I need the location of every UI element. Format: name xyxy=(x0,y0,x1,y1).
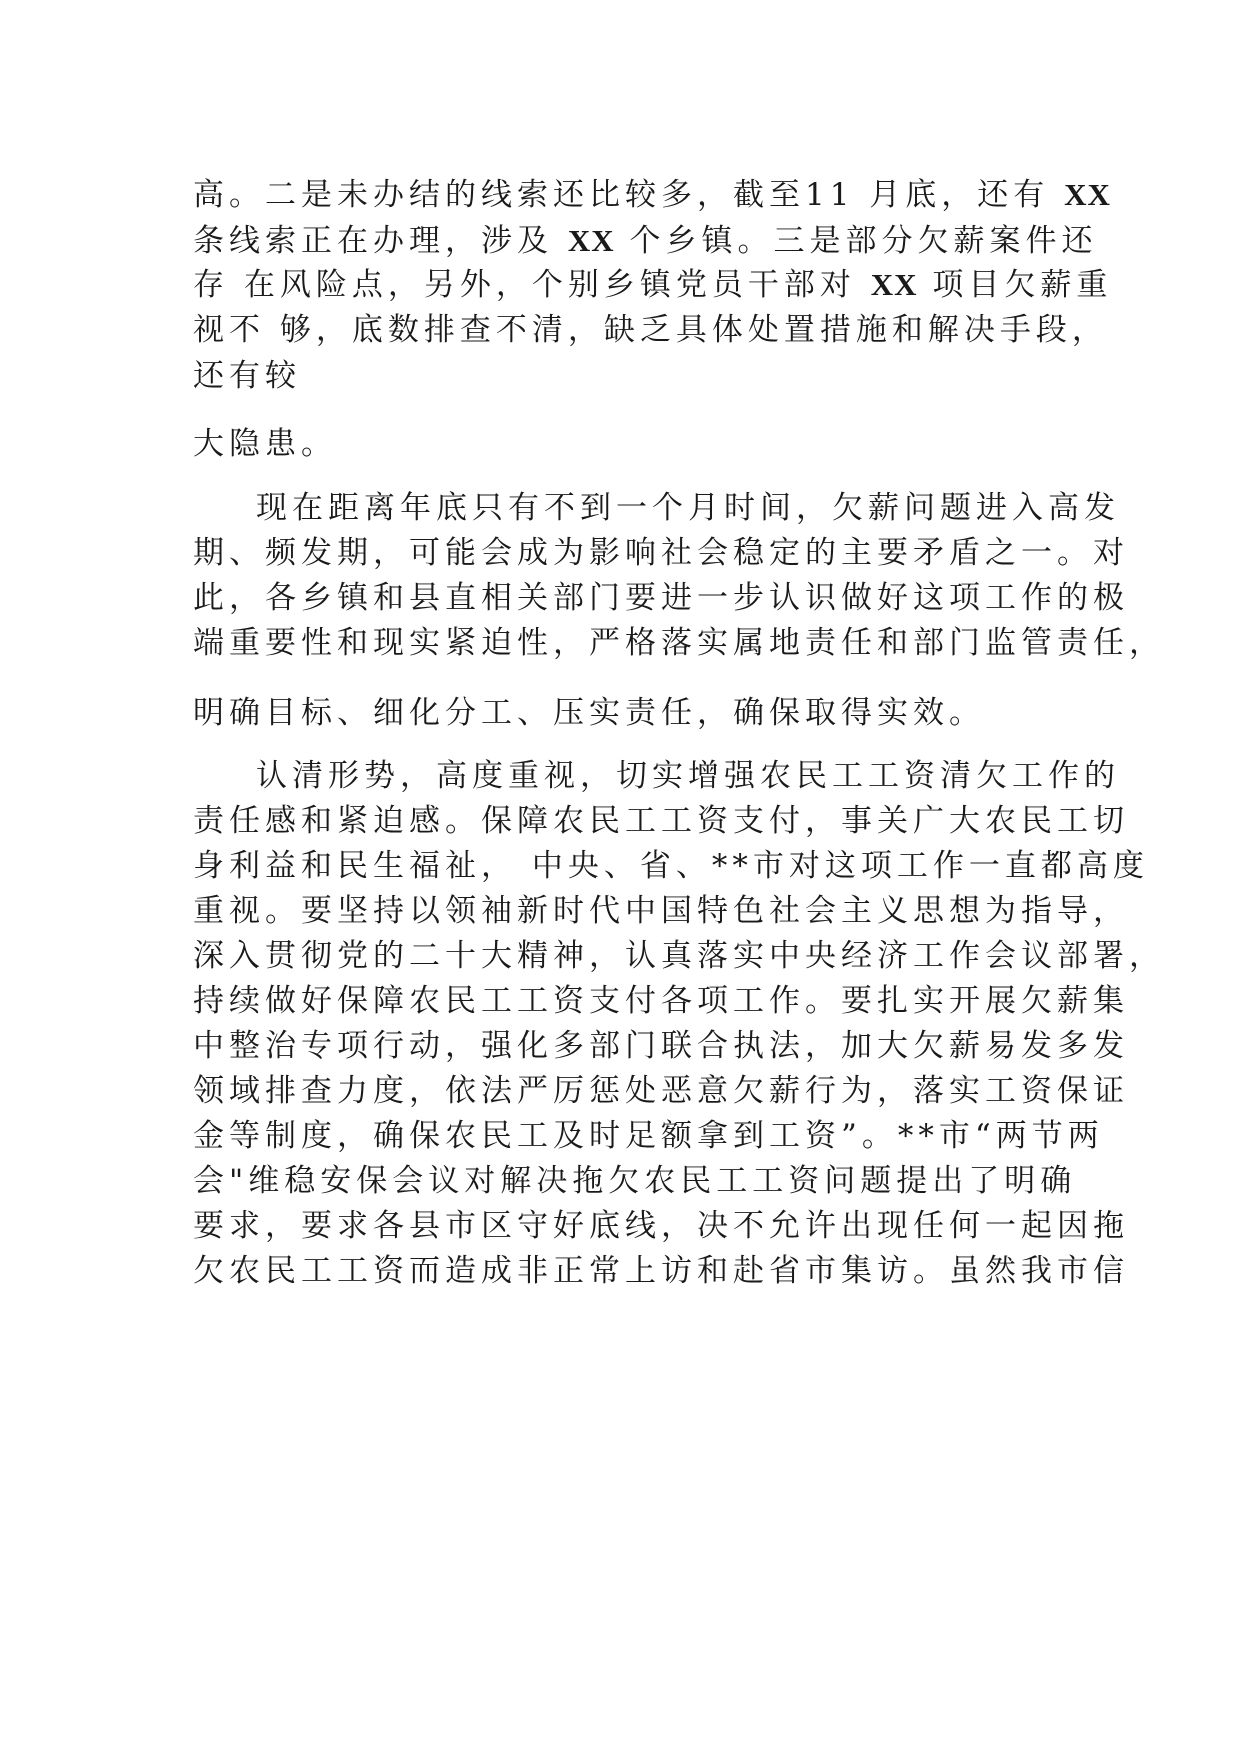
emphasis-text: XX xyxy=(1064,177,1111,212)
text-line: 还有较 xyxy=(193,358,301,394)
paragraph-first-line: 现在距离年底只有不到一个月时间，欠薪问题进入高发 xyxy=(256,490,1120,526)
text-line: 重视。要坚持以领袖新时代中国特色社会主义思想为指导， xyxy=(193,893,1129,929)
text-line: 要求，要求各县市区守好底线，决不允许出现任何一起因拖 xyxy=(193,1208,1129,1244)
text-line: 存 在风险点，另外，个别乡镇党员干部对 XX 项目欠薪重 xyxy=(193,267,1113,303)
text-line: 深入贯彻党的二十大精神，认真落实中央经济工作会议部署， xyxy=(193,938,1165,974)
text-line: 高。二是未办结的线索还比较多，截至11 月底，还有 XX xyxy=(193,177,1111,213)
text-line: 端重要性和现实紧迫性，严格落实属地责任和部门监管责任， xyxy=(193,625,1165,661)
paragraph-first-line: 认清形势，高度重视，切实增强农民工工资清欠工作的 xyxy=(256,758,1120,794)
text-line: 持续做好保障农民工工资支付各项工作。要扎实开展欠薪集 xyxy=(193,983,1129,1019)
emphasis-text: XX xyxy=(567,223,615,258)
text-line: 大隐患。 xyxy=(193,426,337,462)
text-line: 视不 够，底数排查不清，缺乏具体处置措施和解决手段， xyxy=(193,312,1108,348)
text-line: 中整治专项行动，强化多部门联合执法，加大欠薪易发多发 xyxy=(193,1028,1129,1064)
text-line: 期、频发期，可能会成为影响社会稳定的主要矛盾之一。对 xyxy=(193,535,1129,571)
text-line: 明确目标、细化分工、压实责任，确保取得实效。 xyxy=(193,695,985,731)
text-line: 责任感和紧迫感。保障农民工工资支付，事关广大农民工切 xyxy=(193,803,1129,839)
text-line: 此，各乡镇和县直相关部门要进一步认识做好这项工作的极 xyxy=(193,580,1129,616)
text-line: 欠农民工工资而造成非正常上访和赴省市集访。虽然我市信 xyxy=(193,1253,1129,1289)
text-line: 会"维稳安保会议对解决拖欠农民工工资问题提出了明确 xyxy=(193,1163,1077,1199)
emphasis-text: XX xyxy=(870,267,918,302)
text-line: 条线索正在办理，涉及 XX 个乡镇。三是部分欠薪案件还 xyxy=(193,223,1098,259)
text-line: 领域排查力度，依法严厉惩处恶意欠薪行为，落实工资保证 xyxy=(193,1073,1129,1109)
text-line: 金等制度，确保农民工及时足额拿到工资”。**市“两节两 xyxy=(193,1118,1104,1154)
text-line: 身利益和民生福祉， 中央、省、**市对这项工作一直都高度 xyxy=(193,848,1149,884)
